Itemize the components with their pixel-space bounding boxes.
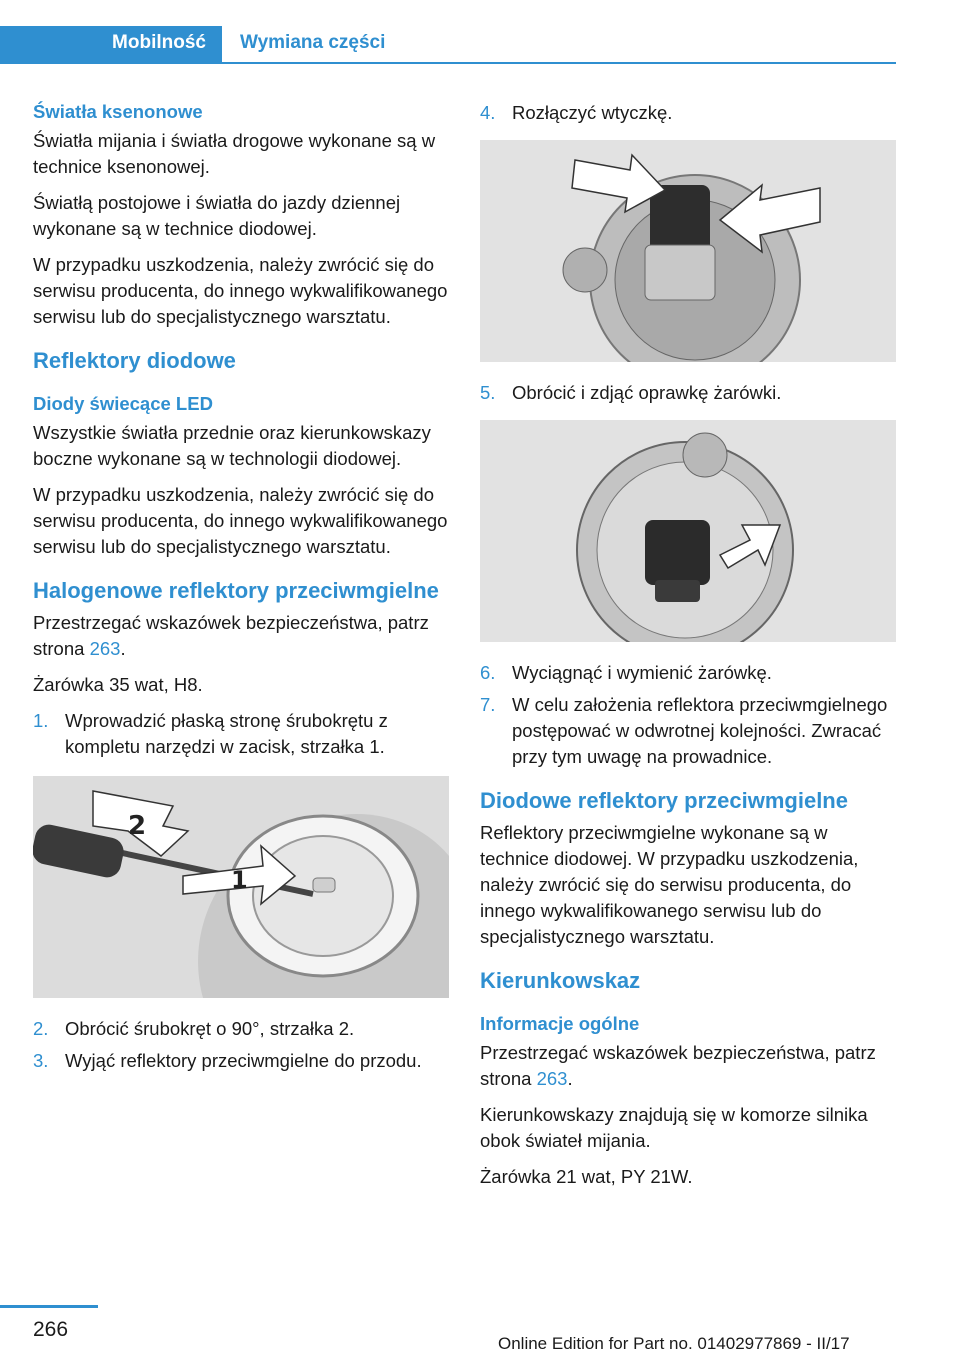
step-text: Obrócić i zdjąć oprawkę żarówki. <box>512 382 782 403</box>
edition-note: Online Edition for Part no. 01402977869 - II/17 <box>498 1334 850 1353</box>
led-paragraph-1: Wszystkie światła przednie oraz kierunkowskazy boczne wykonane są w technologii diodowej. <box>33 422 431 469</box>
step-text: Wprowadzić płaską stronę śrubokrętu z kompletu narzędzi w zacisk, strzałka 1. <box>65 710 388 757</box>
step-number: 7. <box>480 694 496 715</box>
xenon-heading: Światła ksenonowe <box>33 101 203 122</box>
footer-rule <box>0 1305 98 1308</box>
led-paragraph-2: W przypadku uszkodzenia, należy zwrócić się do serwisu producenta, do innego wykwalifikowanego serwisu lub do specjalistycznego warsztatu. <box>33 484 448 557</box>
halogen-bulb-spec: Żarówka 35 wat, H8. <box>33 674 203 695</box>
xenon-paragraph-1: Światła mijania i światła drogowe wykonane są w technice ksenonowej. <box>33 130 436 177</box>
left-column <box>33 100 449 1080</box>
diode-paragraph: Reflektory przeciwmgielne wykonane są w technice diodowej. W przypadku uszkodzenia, należy zwrócić się do serwisu producenta, do innego wykwalifikowanego serwisu lub do specjalistycznego warsztatu. <box>480 822 859 947</box>
diode-fog-heading: Diodowe reflektory przeciwmgielne <box>480 788 848 813</box>
step-text: Wyciągnąć i wymienić żarówkę. <box>512 662 772 683</box>
step-text: W celu założenia reflektora przeciwmgielnego postępować w odwrotnej kolejności. Zwracać przy tym uwagę na prowadnice. <box>512 694 888 767</box>
step-7 <box>480 692 896 770</box>
step-5 <box>480 380 896 406</box>
halogen-safety-end: . <box>120 638 126 659</box>
xenon-paragraph-3: W przypadku uszkodzenia, należy zwrócić się do serwisu producenta, do innego wykwalifikowanego serwisu lub do specjalistycznego warsztatu. <box>33 254 448 327</box>
led-headlights-heading: Reflektory diodowe <box>33 348 236 373</box>
step-6 <box>480 660 896 686</box>
step-text: Obrócić śrubokręt o 90°, strzałka 2. <box>65 1018 355 1039</box>
step-2 <box>33 1016 449 1042</box>
bulb-holder-illustration <box>480 420 896 642</box>
step-number: 1. <box>33 710 49 731</box>
page-link-263[interactable]: 263 <box>536 1068 568 1089</box>
turn-safety-end: . <box>567 1068 573 1089</box>
page-link-263[interactable]: 263 <box>89 638 121 659</box>
step-4 <box>480 100 896 126</box>
step-text: Wyjąć reflektory przeciwmgielne do przodu. <box>65 1050 422 1071</box>
tab-mobilnosc[interactable]: Mobilność <box>0 26 222 62</box>
xenon-paragraph-2: Światłą postojowe i światła do jazdy dziennej wykonane są w technice diodowej. <box>33 192 401 239</box>
right-column <box>480 100 896 1200</box>
step-number: 6. <box>480 662 496 683</box>
figure-screwdriver-clip <box>33 776 449 998</box>
step-number: 5. <box>480 382 496 403</box>
step-number: 3. <box>33 1050 49 1071</box>
led-subheading: Diody świecące LED <box>33 393 213 414</box>
arrow-label-2: 2 <box>128 811 147 841</box>
turn-bulb-spec: Żarówka 21 wat, PY 21W. <box>480 1166 693 1187</box>
halogen-fog-heading: Halogenowe reflektory przeciwmgielne <box>33 578 439 603</box>
general-info-subheading: Informacje ogólne <box>480 1013 640 1034</box>
page-number: 266 <box>33 1318 69 1341</box>
figure-disconnect-plug <box>480 140 896 362</box>
turn-signal-heading: Kierunkowskaz <box>480 968 641 993</box>
turn-safety-paragraph <box>480 1040 896 1092</box>
arrow-label-1: 1 <box>231 866 248 894</box>
step-text: Rozłączyć wtyczkę. <box>512 102 673 123</box>
step-number: 2. <box>33 1018 49 1039</box>
figure-bulb-holder <box>480 420 896 642</box>
tab-wymiana-czesci[interactable]: Wymiana części <box>240 32 386 53</box>
turn-location-paragraph: Kierunkowskazy znajdują się w komorze silnika obok świateł mijania. <box>480 1104 868 1151</box>
step-1 <box>33 708 449 760</box>
turn-safety-text: Przestrzegać wskazówek bezpieczeństwa, patrz strona <box>480 1042 876 1089</box>
header-tabs <box>0 26 896 64</box>
plug-illustration <box>480 140 896 362</box>
step-number: 4. <box>480 102 496 123</box>
halogen-safety-paragraph <box>33 610 449 662</box>
halogen-safety-text: Przestrzegać wskazówek bezpieczeństwa, patrz strona <box>33 612 429 659</box>
screwdriver-illustration <box>33 776 449 998</box>
step-3 <box>33 1048 449 1074</box>
